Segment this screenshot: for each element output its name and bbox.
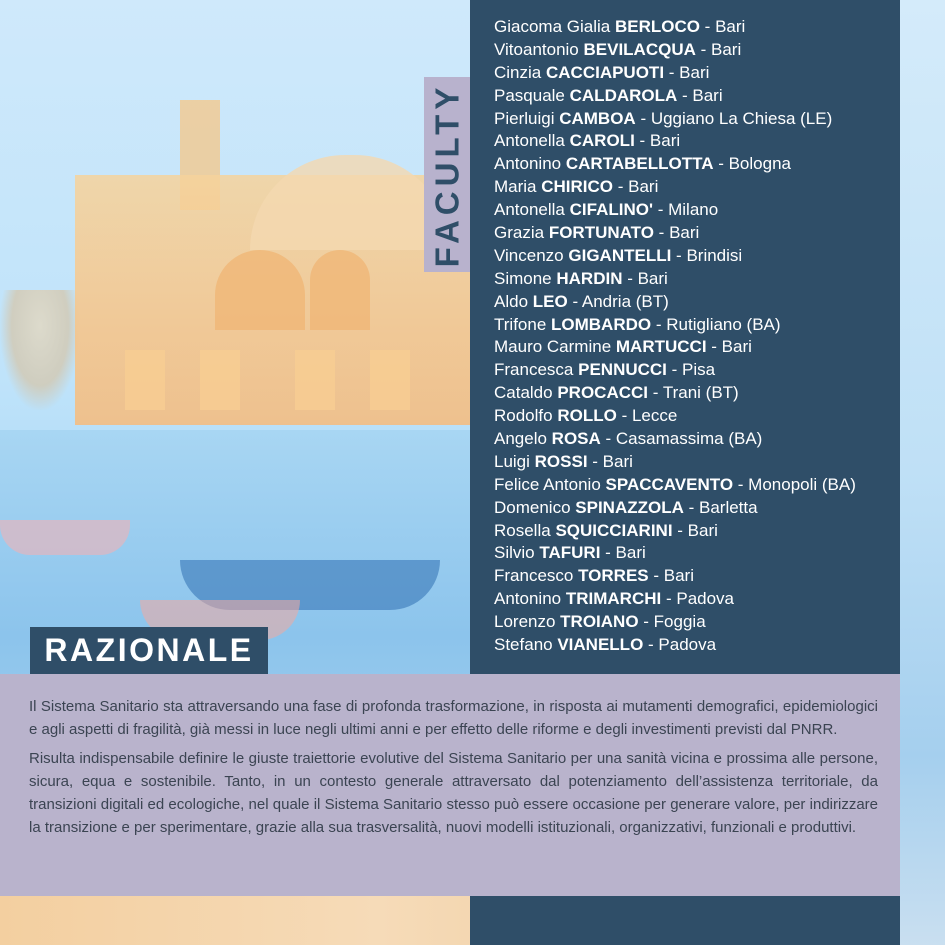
faculty-city: Foggia — [653, 612, 706, 632]
theatre-window — [200, 350, 240, 410]
faculty-surname: HARDIN — [556, 268, 623, 288]
faculty-city: Pisa — [682, 360, 716, 380]
faculty-city: Casamassima (BA) — [615, 429, 763, 449]
faculty-first-name: Pasquale — [494, 85, 565, 105]
faculty-surname: ROSA — [551, 429, 601, 449]
faculty-member: Pasquale CALDAROLA - Bari — [494, 85, 723, 105]
faculty-first-name: Pierluigi — [494, 108, 555, 128]
right-edge-photo — [900, 0, 945, 945]
faculty-city: Rutigliano (BA) — [666, 314, 781, 334]
faculty-first-name: Lorenzo — [494, 612, 556, 632]
faculty-city: Brindisi — [686, 245, 743, 265]
theatre-window — [370, 350, 410, 410]
boat — [0, 520, 130, 555]
faculty-member: Antonella CAROLI - Bari — [494, 131, 681, 151]
faculty-surname: PROCACCI — [557, 383, 649, 403]
palm-tree — [0, 290, 80, 410]
faculty-list — [494, 16, 856, 657]
faculty-member: Antonella CIFALINO' - Milano — [494, 200, 719, 220]
faculty-member: Cinzia CACCIAPUOTI - Bari — [494, 62, 710, 82]
faculty-surname: GIGANTELLI — [568, 245, 672, 265]
faculty-member: Antonino CARTABELLOTTA - Bologna — [494, 154, 791, 174]
faculty-surname: ROSSI — [534, 451, 588, 471]
razionale-heading: RAZIONALE — [44, 632, 254, 668]
faculty-member: Pierluigi CAMBOA - Uggiano La Chiesa (LE) — [494, 108, 833, 128]
theatre-arch — [310, 250, 370, 330]
faculty-first-name: Silvio — [494, 543, 535, 563]
faculty-first-name: Antonella — [494, 200, 565, 220]
faculty-first-name: Antonino — [494, 154, 562, 174]
faculty-member: Silvio TAFURI - Bari — [494, 543, 646, 563]
faculty-member: Cataldo PROCACCI - Trani (BT) — [494, 383, 739, 403]
faculty-surname: LEO — [532, 291, 568, 311]
razionale-paragraph: Risulta indispensabile definire le giuste traiettorie evolutive del Sistema Sanitario per una sanità vicina e prossima alle persone, sicura, equa e sostenibile. Tanto, in un contesto generale attraversato dal potenziamento dell’assistenza territoriale, da transizioni digitali ed ecologiche, nel quale il Sistema Sanitario stesso può essere occasione per generare valore, per indirizzare la transizione e per sperimentare, grazie alla sua trasversalità, nuovi modelli istituzionali, organizzativi, funzionali e produttivi. — [29, 750, 878, 836]
faculty-member: Angelo ROSA - Casamassima (BA) — [494, 429, 763, 449]
faculty-first-name: Vitoantonio — [494, 39, 579, 59]
faculty-city: Bari — [711, 39, 742, 59]
faculty-first-name: Giacoma Gialia — [494, 17, 611, 36]
faculty-member: Stefano VIANELLO - Padova — [494, 635, 717, 655]
faculty-first-name: Rosella — [494, 520, 551, 540]
faculty-city: Bari — [692, 85, 723, 105]
faculty-surname: BERLOCO — [614, 17, 700, 36]
faculty-member: Grazia FORTUNATO - Bari — [494, 223, 700, 243]
faculty-member: Antonino TRIMARCHI - Padova — [494, 589, 735, 609]
faculty-first-name: Angelo — [494, 429, 547, 449]
faculty-member: Vincenzo GIGANTELLI - Brindisi — [494, 245, 743, 265]
faculty-first-name: Cataldo — [494, 383, 553, 403]
faculty-city: Barletta — [699, 497, 758, 517]
faculty-member: Rodolfo ROLLO - Lecce — [494, 406, 678, 426]
faculty-city: Bari — [679, 62, 710, 82]
faculty-surname: SQUICCIARINI — [555, 520, 673, 540]
faculty-member: Domenico SPINAZZOLA - Barletta — [494, 497, 758, 517]
faculty-city: Lecce — [631, 406, 678, 426]
faculty-city: Bari — [715, 17, 746, 36]
faculty-first-name: Cinzia — [494, 62, 542, 82]
faculty-city: Bologna — [728, 154, 791, 174]
faculty-first-name: Grazia — [494, 223, 545, 243]
razionale-box — [0, 674, 900, 896]
faculty-surname: PENNUCCI — [578, 360, 667, 380]
faculty-heading-tab — [424, 77, 470, 272]
faculty-member: Maria CHIRICO - Bari — [494, 177, 659, 197]
faculty-city: Andria (BT) — [581, 291, 669, 311]
faculty-first-name: Stefano — [494, 635, 553, 655]
faculty-surname: CARTABELLOTTA — [565, 154, 714, 174]
faculty-surname: TRIMARCHI — [565, 589, 662, 609]
faculty-surname: CAMBOA — [559, 108, 636, 128]
faculty-member: Rosella SQUICCIARINI - Bari — [494, 520, 718, 540]
faculty-first-name: Domenico — [494, 497, 571, 517]
faculty-surname: FORTUNATO — [548, 223, 654, 243]
faculty-surname: TAFURI — [539, 543, 601, 563]
faculty-first-name: Simone — [494, 268, 552, 288]
faculty-first-name: Vincenzo — [494, 245, 564, 265]
faculty-first-name: Trifone — [494, 314, 547, 334]
faculty-surname: CAROLI — [569, 131, 635, 151]
faculty-member: Simone HARDIN - Bari — [494, 268, 668, 288]
faculty-surname: SPINAZZOLA — [575, 497, 684, 517]
faculty-surname: TROIANO — [560, 612, 639, 632]
faculty-city: Bari — [721, 337, 752, 357]
faculty-first-name: Aldo — [494, 291, 529, 311]
faculty-city: Trani (BT) — [662, 383, 739, 403]
faculty-member: Luigi ROSSI - Bari — [494, 451, 633, 471]
theatre-window — [125, 350, 165, 410]
theatre-arch — [215, 250, 305, 330]
faculty-first-name: Antonella — [494, 131, 565, 151]
faculty-surname: VIANELLO — [557, 635, 644, 655]
faculty-city: Monopoli (BA) — [748, 474, 856, 494]
faculty-member: Vitoantonio BEVILACQUA - Bari — [494, 39, 742, 59]
faculty-member: Giacoma Gialia BERLOCO - Bari — [494, 17, 746, 36]
faculty-member: Trifone LOMBARDO - Rutigliano (BA) — [494, 314, 781, 334]
faculty-first-name: Francesca — [494, 360, 574, 380]
faculty-member: Lorenzo TROIANO - Foggia — [494, 612, 706, 632]
faculty-first-name: Luigi — [494, 451, 530, 471]
faculty-first-name: Maria — [494, 177, 537, 197]
faculty-surname: TORRES — [578, 566, 649, 586]
faculty-city: Padova — [658, 635, 717, 655]
faculty-city: Bari — [687, 520, 718, 540]
faculty-surname: BEVILACQUA — [583, 39, 696, 59]
faculty-first-name: Mauro Carmine — [494, 337, 612, 357]
faculty-first-name: Rodolfo — [494, 406, 553, 426]
faculty-city: Bari — [615, 543, 646, 563]
faculty-heading: FACULTY — [428, 82, 465, 267]
faculty-surname: MARTUCCI — [615, 337, 707, 357]
faculty-first-name: Francesco — [494, 566, 574, 586]
faculty-member: Francesca PENNUCCI - Pisa — [494, 360, 716, 380]
faculty-city: Milano — [668, 200, 719, 220]
faculty-city: Bari — [663, 566, 694, 586]
faculty-member: Francesco TORRES - Bari — [494, 566, 694, 586]
faculty-city: Bari — [637, 268, 668, 288]
faculty-first-name: Antonino — [494, 589, 562, 609]
faculty-city: Bari — [649, 131, 681, 151]
faculty-first-name: Felice Antonio — [494, 474, 601, 494]
faculty-member: Felice Antonio SPACCAVENTO - Monopoli (BA) — [494, 474, 856, 494]
faculty-city: Bari — [602, 451, 633, 471]
razionale-heading-box — [30, 627, 268, 674]
faculty-surname: CACCIAPUOTI — [545, 62, 665, 82]
faculty-surname: CHIRICO — [541, 177, 614, 197]
faculty-surname: CALDAROLA — [569, 85, 678, 105]
faculty-surname: ROLLO — [557, 406, 617, 426]
faculty-member: Mauro Carmine MARTUCCI - Bari — [494, 337, 752, 357]
faculty-city: Bari — [669, 223, 700, 243]
faculty-member: Aldo LEO - Andria (BT) — [494, 291, 669, 311]
faculty-surname: LOMBARDO — [551, 314, 652, 334]
faculty-city: Padova — [676, 589, 735, 609]
faculty-city: Uggiano La Chiesa (LE) — [650, 108, 833, 128]
faculty-city: Bari — [628, 177, 659, 197]
faculty-surname: CIFALINO' — [569, 200, 653, 220]
razionale-paragraph: Il Sistema Sanitario sta attraversando una fase di profonda trasformazione, in risposta ai mutamenti demografici, epidemiologici e agli aspetti di fragilità, già messi in luce negli ultimi anni e per effetto delle riforme e degli investimenti previsti dal PNRR. — [29, 698, 878, 738]
theatre-window — [295, 350, 335, 410]
faculty-surname: SPACCAVENTO — [605, 474, 734, 494]
